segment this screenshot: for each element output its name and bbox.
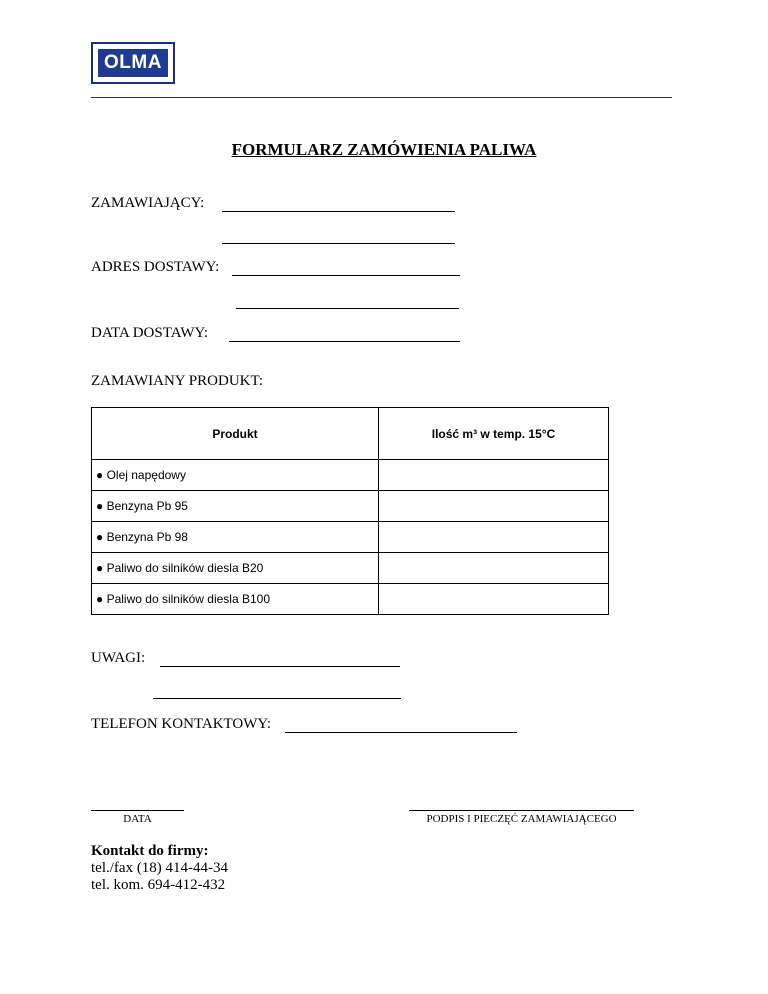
delivery-date-label: DATA DOSTAWY: — [91, 325, 209, 341]
table-row — [92, 522, 609, 553]
table-row — [92, 584, 609, 615]
quantity-cell[interactable] — [379, 460, 609, 491]
quantity-cell[interactable] — [379, 553, 609, 584]
delivery-date-line[interactable] — [229, 341, 460, 342]
delivery-address-line-2[interactable] — [236, 308, 459, 309]
header-product: Produkt — [92, 408, 379, 460]
header-rule — [91, 97, 672, 98]
phone-line[interactable] — [285, 732, 517, 733]
logo-text: OLMA — [97, 48, 169, 78]
ordering-party-label: ZAMAWIAJĄCY: — [91, 195, 205, 211]
contact-block — [91, 843, 228, 894]
ordered-product-label: ZAMAWIANY PRODUKT: — [91, 373, 264, 389]
ordering-party-line-2[interactable] — [222, 243, 455, 244]
notes-label: UWAGI: — [91, 650, 146, 666]
quantity-cell[interactable] — [379, 491, 609, 522]
table-row — [92, 460, 609, 491]
olma-logo — [91, 42, 175, 84]
delivery-address-label: ADRES DOSTAWY: — [91, 259, 220, 275]
notes-line-2[interactable] — [153, 698, 401, 699]
product-name: ● Olej napędowy — [92, 460, 379, 491]
signature-caption: PODPIS I PIECZĘĆ ZAMAWIAJĄCEGO — [426, 813, 617, 825]
quantity-cell[interactable] — [379, 584, 609, 615]
ordering-party-line-1[interactable] — [222, 211, 455, 212]
contact-mobile: tel. kom. 694-412-432 — [91, 877, 226, 893]
product-name: ● Benzyna Pb 95 — [92, 491, 379, 522]
signature-line[interactable] — [409, 810, 634, 811]
product-name: ● Paliwo do silników diesla B20 — [92, 553, 379, 584]
form-title: FORMULARZ ZAMÓWIENIA PALIWA — [231, 140, 537, 159]
delivery-address-line-1[interactable] — [232, 275, 460, 276]
contact-phone-fax: tel./fax (18) 414-44-34 — [91, 860, 229, 876]
notes-line-1[interactable] — [160, 666, 400, 667]
header-quantity: Ilość m³ w temp. 15°C — [379, 408, 609, 460]
table-row — [92, 553, 609, 584]
date-signature-line[interactable] — [91, 810, 184, 811]
contact-heading: Kontakt do firmy: — [91, 843, 209, 859]
table-header-row — [92, 408, 609, 460]
table-row — [92, 491, 609, 522]
product-table — [91, 407, 609, 615]
phone-label: TELEFON KONTAKTOWY: — [91, 716, 272, 732]
product-name: ● Paliwo do silników diesla B100 — [92, 584, 379, 615]
quantity-cell[interactable] — [379, 522, 609, 553]
product-name: ● Benzyna Pb 98 — [92, 522, 379, 553]
date-caption: DATA — [123, 813, 152, 825]
